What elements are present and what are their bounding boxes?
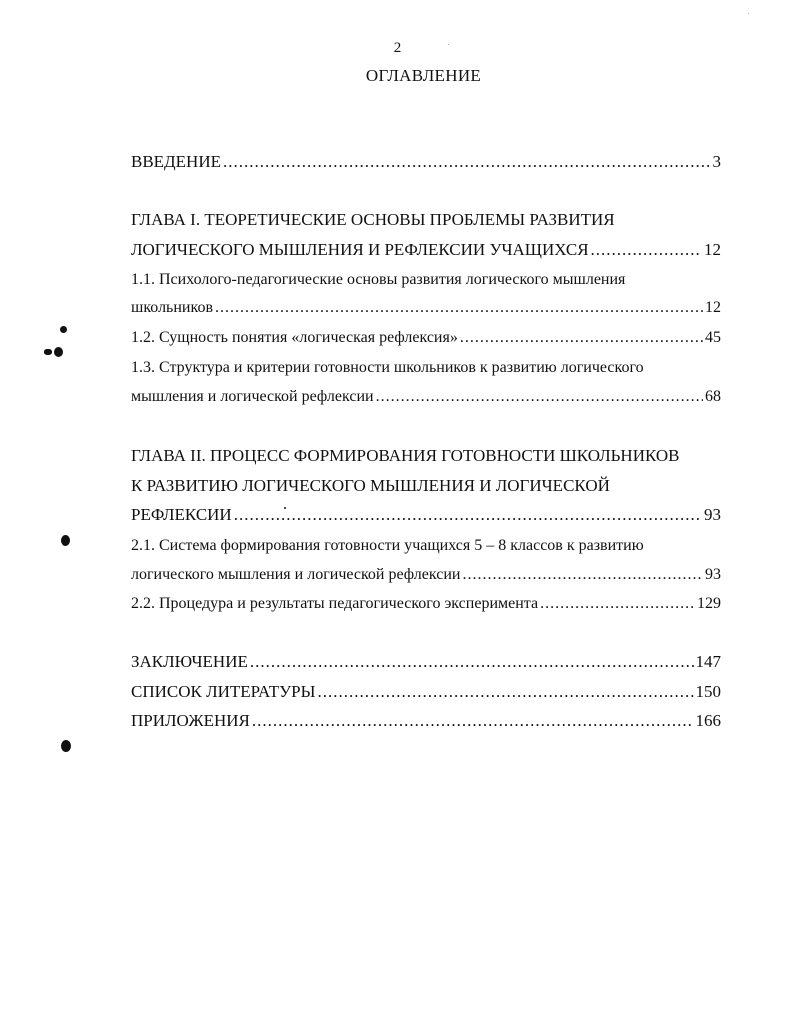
toc-entry-title: ВВЕДЕНИЕ <box>131 152 221 171</box>
toc-entry-title: школьников <box>131 299 213 316</box>
toc-entry-appendices <box>131 711 721 731</box>
toc-entry-page: 12 <box>705 299 721 316</box>
toc-chapter2-line1: ГЛАВА II. ПРОЦЕСС ФОРМИРОВАНИЯ ГОТОВНОСТИ ШКОЛЬНИКОВ <box>131 446 680 465</box>
toc-entry-title: СПИСОК ЛИТЕРАТУРЫ <box>131 682 316 701</box>
scan-mark-5 <box>61 740 71 752</box>
toc-entry-page: 12 <box>704 240 721 259</box>
dot-leader <box>540 594 695 614</box>
dot-leader <box>234 505 702 525</box>
scan-mark-2 <box>44 349 52 355</box>
dot-leader <box>462 565 703 585</box>
toc-entry-page: 129 <box>697 595 721 612</box>
toc-section-1-3-line2 <box>131 387 721 407</box>
dot-leader <box>376 387 703 407</box>
scan-mark-3 <box>54 347 63 357</box>
toc-entry-page: 93 <box>704 505 721 524</box>
toc-entry-page: 3 <box>712 152 721 171</box>
toc-section-2-1-line2 <box>131 565 721 585</box>
toc-entry-title: ЛОГИЧЕСКОГО МЫШЛЕНИЯ И РЕФЛЕКСИИ УЧАЩИХСЯ <box>131 240 589 259</box>
toc-entry-page: 166 <box>695 711 721 730</box>
toc-entry-page: 150 <box>695 682 721 701</box>
toc-entry-page: 68 <box>705 388 721 405</box>
toc-entry-title: мышления и логической рефлексии <box>131 388 374 405</box>
dot-leader <box>460 328 703 348</box>
toc-section-1-1-line1: 1.1. Психолого-педагогические основы развития логического мышления <box>131 271 626 288</box>
scan-dust-3 <box>748 13 749 14</box>
scan-mark-4 <box>61 535 70 546</box>
dot-leader <box>252 711 694 731</box>
scan-dust-2 <box>448 44 449 45</box>
toc-chapter2-line2: К РАЗВИТИЮ ЛОГИЧЕСКОГО МЫШЛЕНИЯ И ЛОГИЧЕСКОЙ <box>131 476 610 495</box>
dot-leader <box>591 240 702 260</box>
toc-chapter1-line2 <box>131 240 721 260</box>
scan-mark-1 <box>60 326 67 333</box>
toc-entry-page: 147 <box>695 652 721 671</box>
toc-section-1-3-line1: 1.3. Структура и критерии готовности школьников к развитию логического <box>131 359 644 376</box>
dot-leader <box>215 298 703 318</box>
toc-entry-page: 45 <box>705 329 721 346</box>
toc-entry-page: 93 <box>705 566 721 583</box>
toc-entry-bibliography <box>131 682 721 702</box>
toc-section-2-2 <box>131 594 721 614</box>
toc-entry-title: 1.2. Сущность понятия «логическая рефлексия» <box>131 329 458 346</box>
page-number: 2 <box>393 40 402 56</box>
toc-entry-title: 2.2. Процедура и результаты педагогического эксперимента <box>131 595 539 612</box>
toc-section-1-2 <box>131 328 721 348</box>
scan-dust-1 <box>284 507 286 509</box>
toc-title: ОГЛАВЛЕНИЕ <box>365 66 482 85</box>
toc-entry-title: РЕФЛЕКСИИ <box>131 505 232 524</box>
dot-leader <box>223 152 711 172</box>
toc-entry-title: ЗАКЛЮЧЕНИЕ <box>131 652 248 671</box>
dot-leader <box>250 652 694 672</box>
toc-section-2-1-line1: 2.1. Система формирования готовности учащихся 5 – 8 классов к развитию <box>131 537 644 554</box>
toc-chapter1-line1: ГЛАВА I. ТЕОРЕТИЧЕСКИЕ ОСНОВЫ ПРОБЛЕМЫ РАЗВИТИЯ <box>131 210 615 229</box>
toc-entry-intro <box>131 152 721 172</box>
dot-leader <box>317 682 693 702</box>
toc-section-1-1-line2 <box>131 298 721 318</box>
toc-chapter2-line3 <box>131 505 721 525</box>
toc-entry-title: логического мышления и логической рефлексии <box>131 566 461 583</box>
toc-entry-title: ПРИЛОЖЕНИЯ <box>131 711 250 730</box>
toc-entry-conclusion <box>131 652 721 672</box>
